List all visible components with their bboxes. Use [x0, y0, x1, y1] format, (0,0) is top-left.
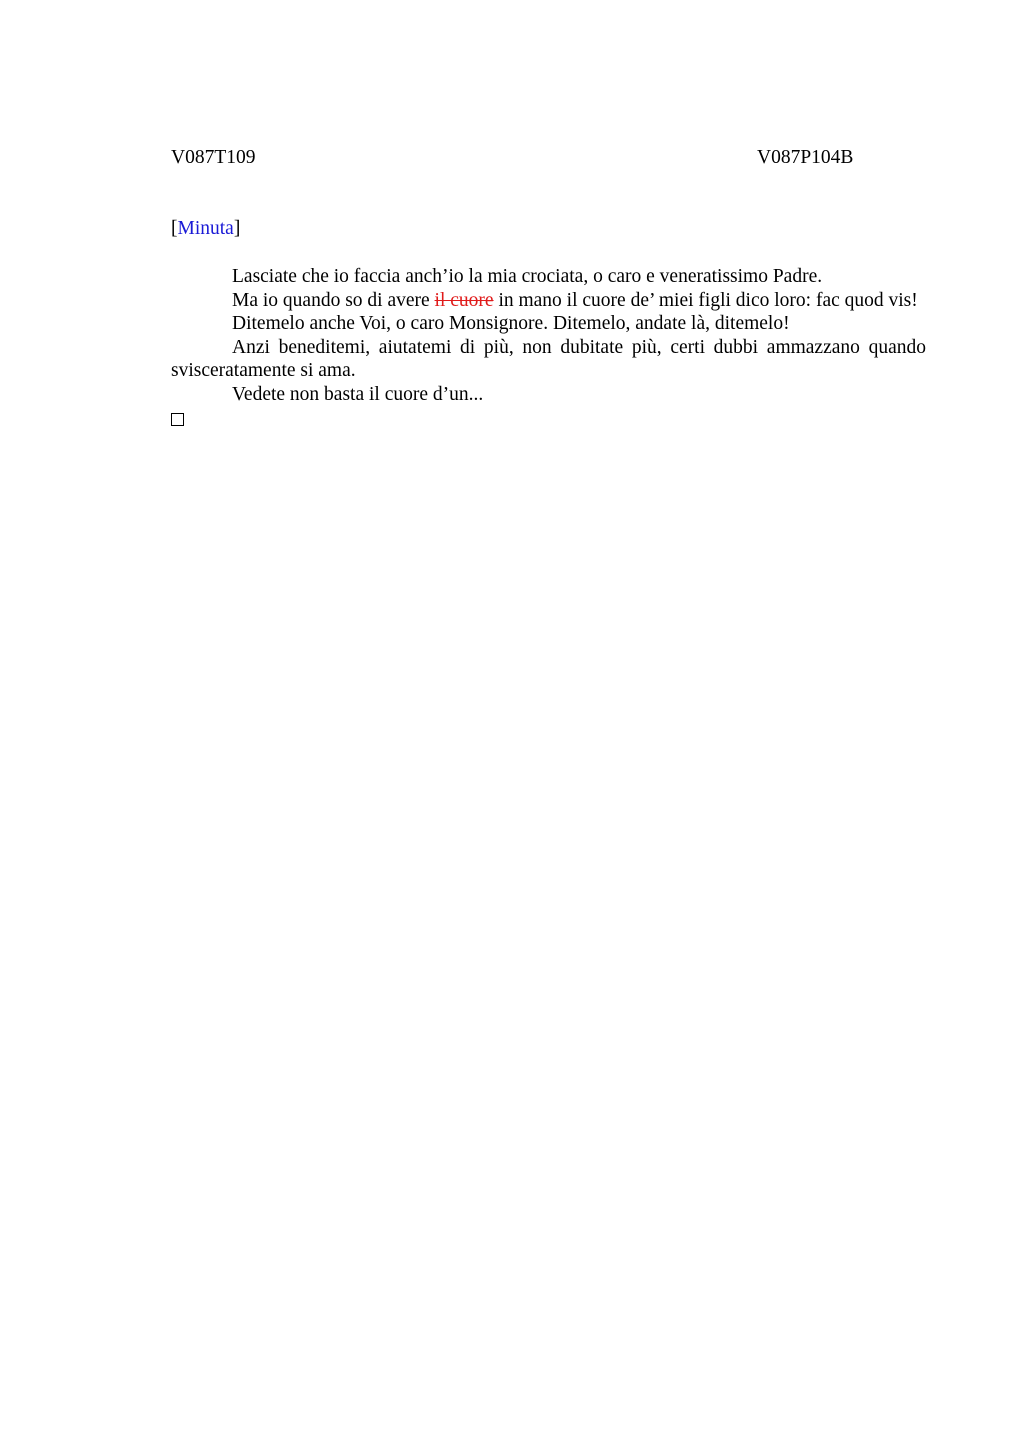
paragraph-4: Anzi beneditemi, aiutatemi di più, non dubitate più, certi dubbi ammazzano quando svisceratamente si ama.	[171, 336, 926, 382]
paragraph-2	[171, 289, 926, 313]
letter-body	[171, 265, 926, 426]
header-left-code: V087T109	[171, 147, 256, 168]
paragraph-5: Vedete non basta il cuore d’un...	[232, 383, 484, 405]
paragraph-3: Ditemelo anche Voi, o caro Monsignore. Ditemelo, andate là, ditemelo!	[232, 313, 790, 335]
end-square-icon	[171, 413, 184, 426]
paragraph-1: Lasciate che io faccia anch’io la mia crociata, o caro e veneratissimo Padre.	[232, 266, 823, 287]
minuta-close-bracket: ]	[233, 218, 241, 239]
minuta-open-bracket: [	[171, 218, 178, 239]
paragraph-2-end: in mano il cuore de’ miei figli dico loro: fac quod vis!	[493, 289, 918, 311]
document-page	[171, 0, 926, 1450]
header-right-code: V087P104B	[757, 147, 854, 168]
minuta-link[interactable]: Minuta	[177, 218, 234, 239]
minuta-label	[171, 217, 240, 241]
paragraph-2-start: Ma io quando so di avere	[232, 289, 435, 311]
deleted-text: il cuore	[434, 289, 494, 311]
